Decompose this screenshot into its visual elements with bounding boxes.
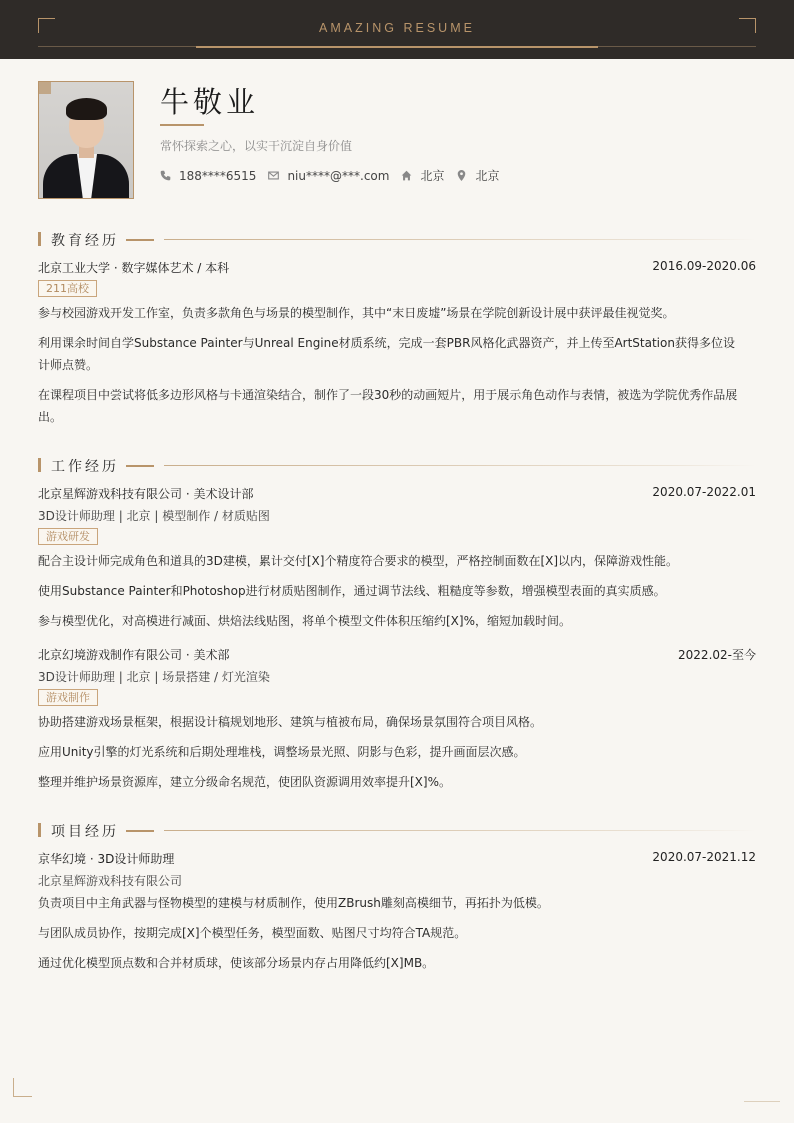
- phone-icon: [160, 170, 171, 181]
- job-item: 配合主设计师完成角色和道具的3D建模，累计交付[X]个精度符合要求的模型，严格控制面数在[X]以内，保障游戏性能。: [38, 554, 679, 568]
- contact-location: [456, 167, 499, 184]
- brand-title: AMAZING RESUME: [319, 21, 475, 35]
- job-tag: 游戏研发: [38, 528, 98, 545]
- job-item: 协助搭建游戏场景框架，根据设计稿规划地形、建筑与植被布局，确保场景氛围符合项目风格。: [38, 715, 543, 729]
- location-text: 北京: [475, 169, 500, 183]
- job-item: 应用Unity引擎的灯光系统和后期处理堆栈，调整场景光照、阴影与色彩，提升画面层次感。: [38, 745, 526, 759]
- job-role: 3D设计师助理 | 北京 | 模型制作 / 材质贴图: [38, 509, 270, 523]
- project-item: 负责项目中主角武器与怪物模型的建模与材质制作，使用ZBrush雕刻高模细节，再拓扑为低模。: [38, 896, 549, 910]
- location-pin-icon: [456, 170, 467, 181]
- education-date: 2016.09-2020.06: [652, 259, 756, 273]
- candidate-name: 牛敬业: [160, 85, 260, 119]
- banner-accent-line: [196, 46, 598, 48]
- profile-photo: [38, 81, 134, 199]
- project-row: [38, 850, 756, 867]
- section-rule: [164, 830, 756, 831]
- education-item: 利用课余时间自学Substance Painter与Unreal Engine材质系统，完成一套PBR风格化武器资产，并上传至ArtStation获得多位设计师点赞。: [38, 336, 735, 372]
- footer-line-ornament: [744, 1101, 780, 1102]
- section-header-education: [38, 231, 756, 247]
- section-rule: [164, 239, 756, 240]
- name-underline: [160, 124, 204, 126]
- job-item: 参与模型优化，对高模进行减面、烘焙法线贴图，将单个模型文件体积压缩约[X]%，缩短加载时间。: [38, 614, 571, 628]
- section-bar: [38, 458, 41, 472]
- project-item: 通过优化模型顶点数和合并材质球，使该部分场景内存占用降低约[X]MB。: [38, 956, 435, 970]
- section-dash: [126, 239, 154, 241]
- project-name: 京华幻境 · 3D设计师助理: [38, 852, 175, 866]
- education-item: 参与校园游戏开发工作室，负责多款角色与场景的模型制作，其中“末日废墟”场景在学院创新设计展中获评最佳视觉奖。: [38, 306, 675, 320]
- top-banner: [0, 0, 794, 59]
- section-dash: [126, 465, 154, 467]
- job-date: 2020.07-2022.01: [652, 485, 756, 499]
- job-company: 北京幻境游戏制作有限公司 · 美术部: [38, 648, 230, 662]
- section-title: 项目经历: [51, 824, 119, 840]
- job-item: 使用Substance Painter和Photoshop进行材质贴图制作，通过调节法线、粗糙度等参数，增强模型表面的真实质感。: [38, 584, 666, 598]
- project-item: 与团队成员协作，按期完成[X]个模型任务，模型面数、贴图尺寸均符合TA规范。: [38, 926, 467, 940]
- job-row: [38, 646, 756, 663]
- job-row: [38, 485, 756, 502]
- section-title: 教育经历: [51, 233, 119, 249]
- footer-corner-ornament: [13, 1078, 32, 1097]
- contact-email: [268, 169, 389, 183]
- candidate-motto: 常怀探索之心，以实干沉淀自身价值: [160, 139, 353, 153]
- home-icon: [401, 170, 412, 181]
- school-line: 北京工业大学 · 数字媒体艺术 / 本科: [38, 261, 230, 275]
- section-rule: [164, 465, 756, 466]
- contact-bar: [160, 167, 511, 184]
- job-role: 3D设计师助理 | 北京 | 场景搭建 / 灯光渲染: [38, 670, 270, 684]
- education-tag: 211高校: [38, 280, 97, 297]
- photo-corner-mark: [39, 82, 51, 94]
- project-company: 北京星辉游戏科技有限公司: [38, 874, 183, 888]
- job-tag: 游戏制作: [38, 689, 98, 706]
- section-bar: [38, 232, 41, 246]
- mail-icon: [268, 170, 279, 181]
- hometown-text: 北京: [420, 169, 445, 183]
- phone-text: 188****6515: [179, 168, 257, 183]
- contact-phone: [160, 169, 256, 183]
- job-date: 2022.02-至今: [678, 648, 756, 662]
- education-item: 在课程项目中尝试将低多边形风格与卡通渲染结合，制作了一段30秒的动画短片，用于展示角色动作与表情，被选为学院优秀作品展出。: [38, 388, 738, 424]
- project-date: 2020.07-2021.12: [652, 850, 756, 864]
- job-item: 整理并维护场景资源库，建立分级命名规范，使团队资源调用效率提升[X]%。: [38, 775, 451, 789]
- contact-hometown: [401, 167, 444, 184]
- education-row: [38, 259, 756, 276]
- job-company: 北京星辉游戏科技有限公司 · 美术设计部: [38, 487, 254, 501]
- section-title: 工作经历: [51, 459, 119, 475]
- section-dash: [126, 830, 154, 832]
- section-header-work: [38, 457, 756, 473]
- photo-hair: [66, 98, 107, 120]
- section-bar: [38, 823, 41, 837]
- section-header-projects: [38, 822, 756, 838]
- email-text: niu****@***.com: [287, 168, 390, 183]
